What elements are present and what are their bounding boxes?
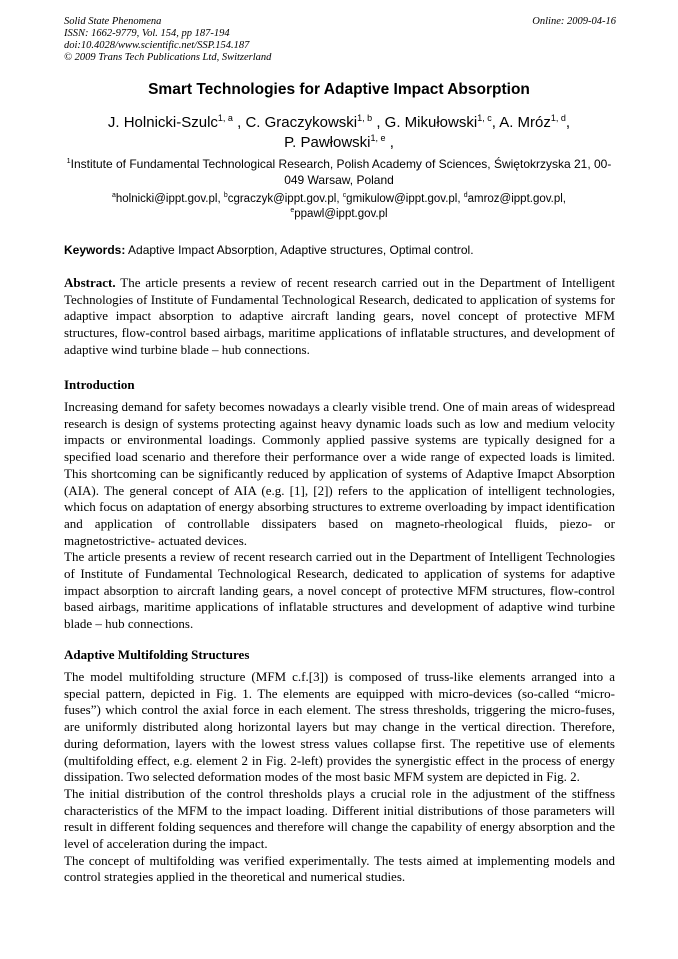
paragraph: The initial distribution of the control thresholds plays a crucial role in the adjustment of the stiffness characteristics of the MFM to the impact loading. Different initial distributions of those parameters will result in different folding sequences and therefore will change the capability of energy absorption and the level of acceleration during the impact. xyxy=(64,785,615,852)
issn-line: ISSN: 1662-9779, Vol. 154, pp 187-194 xyxy=(64,28,230,39)
author-separator: , xyxy=(372,114,385,131)
author-affil-mark: 1, b xyxy=(357,113,373,123)
author-affil-mark: 1, a xyxy=(217,113,233,123)
section-heading: Adaptive Multifolding Structures xyxy=(64,647,250,662)
email-address: holnicki@ippt.gov.pl, xyxy=(115,193,221,205)
email-address: gmikulow@ippt.gov.pl, xyxy=(346,193,461,205)
section-adaptive-multifolding xyxy=(64,647,615,886)
author-affil-mark: 1, e xyxy=(370,133,386,143)
author-name: G. Mikułowski xyxy=(384,114,478,131)
abstract-text: The article presents a review of recent research carried out in the Department of Intelligent Technologies of Institute of Fundamental Technological Research, dedicated to application of systems for adaptive impact absorption to adaptive aircraft landing gears, novel concept of protective MFM structures, flow-control based airbags, maritime applications of inflatable structures, and development of adaptive wind turbine blade – hub connections. xyxy=(64,275,616,357)
author-name: J. Holnicki-Szulc xyxy=(107,114,218,131)
author-affil-mark: 1, c xyxy=(477,113,492,123)
copyright-line: © 2009 Trans Tech Publications Ltd, Switzerland xyxy=(64,52,272,63)
online-date: Online: 2009-04-16 xyxy=(532,16,616,27)
abstract-label: Abstract. xyxy=(64,275,116,290)
email-address: cgraczyk@ippt.gov.pl, xyxy=(227,193,340,205)
journal-name: Solid State Phenomena xyxy=(64,16,162,27)
author-separator: , xyxy=(232,114,246,131)
affiliation-mark: 1 xyxy=(66,156,71,165)
email-list xyxy=(64,192,614,222)
email-mark: d xyxy=(463,192,468,200)
author-affil-mark: 1, d xyxy=(550,113,566,123)
doi-line: doi:10.4028/www.scientific.net/SSP.154.187 xyxy=(64,40,250,51)
author-name: C. Graczykowski xyxy=(245,114,358,131)
journal-header xyxy=(64,16,271,64)
author-separator: , xyxy=(491,114,500,131)
paper-title: Smart Technologies for Adaptive Impact Absorption xyxy=(148,81,530,98)
affiliation xyxy=(64,156,614,188)
paragraph: The model multifolding structure (MFM c.f.[3]) is composed of truss-like elements arranged into a special pattern, depicted in Fig. 1. The elements are equipped with micro-devices (so-called “micro-fuses”) which control the axial force in each element. The stress thresholds, triggering the micro-fuses, are uniformly distributed along horizontal layers but may change in the vertical direction. Therefore, during deformation, layers with the lowest stress values collapse first. The repetitive use of elements (multifolding effect, e.g. element 2 in Fig. 2-left) provides the synergistic effect in the process of energy dissipation. Two selected deformation modes of the most basic MFM system are depicted in Fig. 2. xyxy=(64,669,615,785)
keywords-label: Keywords: xyxy=(64,243,126,257)
paragraph: Increasing demand for safety becomes nowadays a clearly visible trend. One of main areas of widespread research is design of systems protecting against heavy dynamic loads such as low and medium velocity impacts or environmental loadings. Commonly applied passive systems are typically designed for a specified load scenario and therefore their performance over a wide range of expected loads is limited. This shortcoming can be significantly reduced by application of systems of Adaptive Imapct Absorption (AIA). The general concept of AIA (e.g. [1], [2]) refers to the application of intelligent technologies, which focus on adaptation of energy absorbing structures to extreme overloading by impact identification and application of controllable dissipaters based on magneto-rheological fluids, piezo- or magnetostrictive- actuated devices. xyxy=(64,399,615,548)
paragraph: The article presents a review of recent research carried out in the Department of Intelligent Technologies of Institute of Fundamental Technological Research, dedicated to application of systems for adaptive impact absorption to aircraft landing gears, a novel concept of protective MFM structures, flow-control based airbags, maritime applications of inflatable structures and development of adaptive wind turbine blade – hub connections. xyxy=(64,549,615,632)
author-list xyxy=(64,113,614,153)
email-address: amroz@ippt.gov.pl, xyxy=(467,193,566,205)
author-name: A. Mróz xyxy=(499,114,551,131)
paragraph: The concept of multifolding was verified experimentally. The tests aimed at implementing models and control strategies applied in the theoretical and numerical studies. xyxy=(64,852,615,885)
keywords-text: Adaptive Impact Absorption, Adaptive structures, Optimal control. xyxy=(128,243,474,257)
author-separator: , xyxy=(565,114,571,131)
keywords xyxy=(64,242,614,258)
email-mark: c xyxy=(342,192,347,200)
affiliation-text: Institute of Fundamental Technological Research, Polish Academy of Sciences, Świętokrzyska 21, 00-049 Warsaw, Poland xyxy=(70,157,612,187)
email-mark: a xyxy=(112,192,116,200)
author-separator: , xyxy=(385,134,394,151)
email-mark: e xyxy=(290,207,295,215)
email-address: ppawl@ippt.gov.pl xyxy=(294,208,388,220)
section-heading: Introduction xyxy=(64,377,135,392)
email-mark: b xyxy=(223,192,228,200)
abstract xyxy=(64,275,615,359)
author-name: P. Pawłowski xyxy=(284,134,371,151)
section-introduction xyxy=(64,377,615,633)
